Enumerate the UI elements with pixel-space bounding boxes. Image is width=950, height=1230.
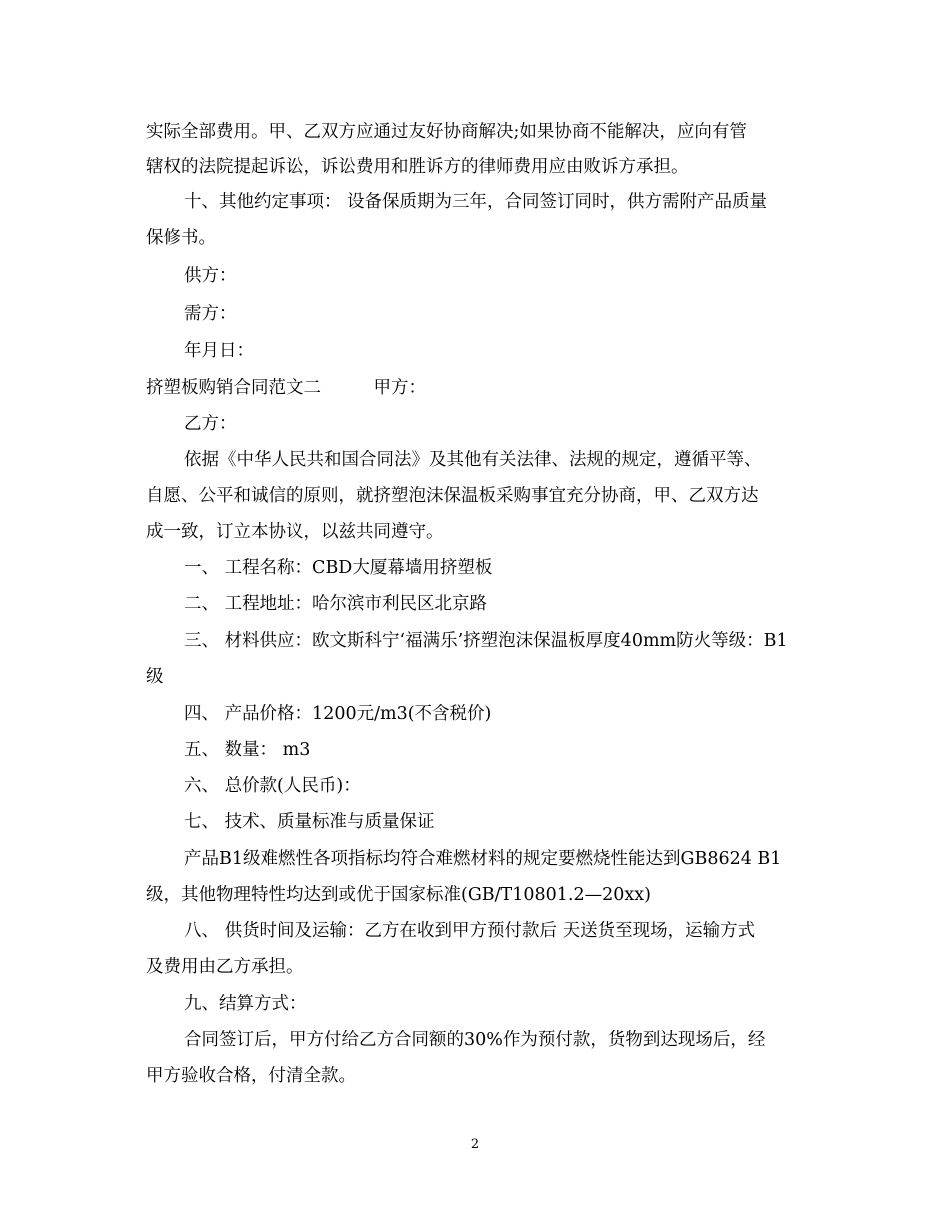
text-line: 供方： xyxy=(184,266,237,286)
text-line: 七、 技术、质量标准与质量保证 xyxy=(184,812,435,832)
text-line: 乙方： xyxy=(184,414,237,434)
text-line: 级，其他物理特性均达到或优于国家标准(GB/T10801.2—20xx) xyxy=(146,885,651,905)
text-line: 实际全部费用。甲、乙双方应通过友好协商解决;如果协商不能解决，应向有管 xyxy=(146,122,747,142)
text-line: 三、 材料供应：欧文斯科宁‘福满乐’挤塑泡沫保温板厚度40mm防火等级：B1 xyxy=(184,631,788,651)
text-line: 九、结算方式： xyxy=(184,994,307,1014)
text-line: 依据《中华人民共和国合同法》及其他有关法律、法规的规定，遵循平等、 xyxy=(184,450,762,470)
text-line: 及费用由乙方承担。 xyxy=(146,957,304,977)
text-line: 四、 产品价格：1200元/m3(不含税价) xyxy=(184,704,492,724)
page-number: 2 xyxy=(470,1137,480,1152)
text-line: 十、其他约定事项： 设备保质期为三年，合同签订同时，供方需附产品质量 xyxy=(184,192,768,212)
text-line: 六、 总价款(人民币)： xyxy=(184,776,361,796)
text-line: 年月日： xyxy=(184,341,254,361)
text-line: 甲方验收合格，付清全款。 xyxy=(146,1066,356,1086)
text-line: 成一致，订立本协议，以兹共同遵守。 xyxy=(146,522,444,542)
text-line: 自愿、公平和诚信的原则，就挤塑泡沫保温板采购事宜充分协商，甲、乙双方达 xyxy=(146,486,759,506)
text-line: 一、 工程名称：CBD大厦幕墙用挤塑板 xyxy=(184,558,493,578)
text-line: 需方： xyxy=(184,304,237,324)
text-line: 二、 工程地址：哈尔滨市利民区北京路 xyxy=(184,594,488,614)
text-line: 合同签订后，甲方付给乙方合同额的30%作为预付款，货物到达现场后，经 xyxy=(184,1030,766,1050)
text-line: 产品B1级难燃性各项指标均符合难燃材料的规定要燃烧性能达到GB8624 B1 xyxy=(184,849,782,869)
text-line: 辖权的法院提起诉讼，诉讼费用和胜诉方的律师费用应由败诉方承担。 xyxy=(146,157,689,177)
text-line: 级 xyxy=(146,667,164,687)
text-line: 保修书。 xyxy=(146,228,216,248)
text-line: 五、 数量： m3 xyxy=(184,740,311,760)
text-line: 八、 供货时间及运输：乙方在收到甲方预付款后 天送货至现场，运输方式 xyxy=(184,921,756,941)
section-heading: 挤塑板购销合同范文二 甲方： xyxy=(146,378,426,398)
